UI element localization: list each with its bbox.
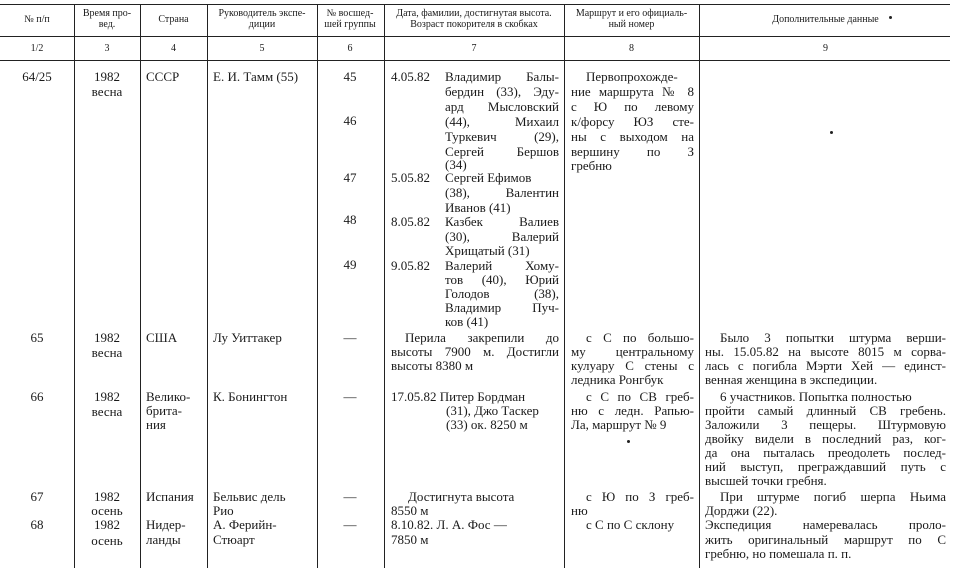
print-speck — [627, 440, 630, 443]
group-number: — — [343, 489, 357, 504]
group-number: 48 — [343, 212, 357, 227]
row-leader: К. Бонингтон — [213, 389, 288, 404]
column-number: 6 — [347, 43, 353, 54]
route-text: кулуару С стены с — [571, 358, 694, 373]
header-leader: Руководитель экспе- диции — [218, 8, 306, 30]
extra-text: Было 3 попытки штурма верши- — [720, 330, 946, 345]
extra-text: При штурме погиб шерпа Ньима — [720, 489, 946, 504]
header-rule — [0, 36, 950, 37]
column-number: 9 — [823, 43, 828, 54]
header-country: Страна — [158, 14, 189, 25]
column-divider — [317, 4, 318, 568]
extra-text: Дорджи (22). — [705, 503, 778, 518]
route-text: ню — [571, 503, 588, 518]
group-number: 45 — [343, 69, 357, 84]
extra-text: лась с погибла Мэрти Хей — единст- — [705, 358, 946, 373]
row-time: весна — [91, 404, 123, 419]
group-number: — — [343, 330, 357, 345]
extra-text: венная женщина в экспедиции. — [705, 372, 878, 387]
row-time: весна — [91, 84, 123, 99]
print-speck — [830, 131, 833, 134]
row-country: Нидер- — [146, 517, 186, 532]
row-leader: Рио — [213, 503, 234, 518]
row-time: 1982 — [94, 389, 120, 404]
group-number: — — [343, 517, 357, 532]
extra-text: 6 участников. Попытка полностью — [720, 389, 912, 404]
row-leader: Лу Уиттакер — [213, 330, 282, 345]
row-time: 1982 — [94, 330, 120, 345]
climber-names: Голодов (38), — [445, 286, 559, 301]
climber-names: Туркевич (29), — [445, 129, 559, 144]
extra-text: пройти самый длинный СВ гребень. — [705, 403, 946, 418]
route-text: Ла, маршрут № 9 — [571, 417, 667, 432]
group-number: 46 — [343, 113, 357, 128]
ascent-date: 8.05.82 — [391, 214, 430, 229]
table-top-rule — [0, 4, 950, 5]
extra-text: Заложили 3 пещеры. Штурмовую — [705, 417, 946, 432]
ascent-result: 8.10.82. Л. А. Фос — — [391, 517, 507, 532]
route-text: с С по большо- — [586, 330, 694, 345]
climber-names: (30), Валерий — [445, 229, 559, 244]
route-text: с Ю по З греб- — [586, 489, 694, 504]
route-text: вершину по З — [571, 144, 694, 159]
climber-names: (44), Михаил — [445, 114, 559, 129]
column-number: 4 — [171, 43, 176, 54]
numbering-rule — [0, 60, 950, 61]
row-time: 1982 — [94, 69, 120, 84]
extra-text: гребню, но помешала п. п. — [705, 546, 852, 561]
column-divider — [207, 4, 208, 568]
climber-names: бердин (33), Эду- — [445, 84, 559, 99]
row-number: 68 — [30, 517, 44, 532]
row-number: 66 — [30, 389, 44, 404]
route-text: ны с выходом на — [571, 129, 694, 144]
column-divider — [74, 4, 75, 568]
climber-names: ард Мысловский — [445, 99, 559, 114]
route-text: ню с ледн. Рапью- — [571, 403, 694, 418]
header-number: № п/п — [24, 14, 50, 25]
climber-names: ков (41) — [445, 314, 489, 329]
row-country: ния — [146, 417, 166, 432]
route-text: ледника Ронгбук — [571, 372, 664, 387]
route-text: ние маршрута № 8 — [571, 84, 694, 99]
route-text: му центральному — [571, 344, 694, 359]
climber-names: Сергей Ефимов — [445, 170, 532, 185]
ascent-result: Достигнута высота — [408, 489, 515, 504]
row-country: Испания — [146, 489, 194, 504]
climber-names: Иванов (41) — [445, 200, 511, 215]
ascent-result: 8550 м — [391, 503, 429, 518]
column-number: 1/2 — [30, 43, 44, 54]
climber-names: Хрищатый (31) — [445, 243, 530, 258]
route-text: гребню — [571, 158, 612, 173]
climber-names: Владимир Пуч- — [445, 300, 559, 315]
group-number: — — [343, 389, 357, 404]
route-text: Первопрохожде- — [586, 69, 678, 84]
extra-text: да она пыталась преодолеть послед- — [705, 445, 946, 460]
header-date-names: Дата, фамилии, достигнутая высота. Возраст покорителя в скобках — [396, 8, 552, 30]
ascent-date: 9.05.82 — [391, 258, 430, 273]
row-time: весна — [91, 345, 123, 360]
row-leader: А. Ферийн- — [213, 517, 277, 532]
extra-text: жить оригинальный маршрут по С — [705, 532, 946, 547]
group-number: 47 — [343, 170, 357, 185]
row-number: 67 — [30, 489, 44, 504]
row-leader: Е. И. Тамм (55) — [213, 69, 299, 84]
header-group-number: № восшед- шей группы — [324, 8, 376, 30]
ascent-result: высоты 8380 м — [391, 358, 474, 373]
extra-text: двойку видели в последний раз, ког- — [705, 431, 946, 446]
climber-names: (38), Валентин — [445, 185, 559, 200]
climber-names: (34) — [445, 157, 467, 172]
ascent-date: 5.05.82 — [391, 170, 430, 185]
row-leader: Стюарт — [213, 532, 255, 547]
header-extra: Дополнительные данные — [772, 14, 879, 25]
climber-names: Валерий Хому- — [445, 258, 559, 273]
row-country: СССР — [146, 69, 180, 84]
route-text: с С по СВ греб- — [586, 389, 694, 404]
climber-names: Казбек Валиев — [445, 214, 559, 229]
column-divider — [384, 4, 385, 568]
header-time: Время про- вед. — [82, 8, 132, 30]
column-number: 8 — [629, 43, 634, 54]
row-number: 64/25 — [22, 69, 52, 84]
row-time: осень — [91, 503, 123, 518]
ascent-result: Перила закрепили до — [405, 330, 559, 345]
extra-text: ний выступ, преграждавший путь с — [705, 459, 946, 474]
extra-text: высшей точки гребня. — [705, 473, 827, 488]
row-leader: Бельвис дель — [213, 489, 286, 504]
row-time: осень — [91, 533, 123, 548]
row-country: брита- — [146, 403, 183, 418]
column-number: 3 — [104, 43, 110, 54]
ascent-date: 4.05.82 — [391, 69, 430, 84]
row-country: Велико- — [146, 389, 191, 404]
ascent-result: (31), Джо Таскер — [446, 403, 539, 418]
header-route: Маршрут и его официаль- ный номер — [575, 8, 688, 30]
route-text: с Ю по левому — [571, 99, 694, 114]
column-number: 5 — [259, 43, 265, 54]
route-text: с С по С склону — [586, 517, 675, 532]
route-text: к/форсу ЮЗ сте- — [571, 114, 694, 129]
row-time: 1982 — [94, 489, 120, 504]
row-time: 1982 — [94, 517, 120, 532]
climber-names: Сергей Бершов — [445, 144, 559, 159]
ascent-result: 7850 м — [391, 532, 429, 547]
print-speck — [889, 16, 892, 19]
ascent-result: высоты 7900 м. Достигли — [391, 344, 559, 359]
ascent-result: (33) ок. 8250 м — [446, 417, 528, 432]
extra-text: ны. 15.05.82 на высоте 8015 м сорва- — [705, 344, 946, 359]
column-number: 7 — [471, 43, 477, 54]
column-divider — [699, 4, 700, 568]
climber-names: тов (40), Юрий — [445, 272, 559, 287]
climber-names: Владимир Балы- — [445, 69, 559, 84]
column-divider — [564, 4, 565, 568]
extra-text: Экспедиция намеревалась проло- — [705, 517, 946, 532]
row-country: ланды — [146, 532, 181, 547]
group-number: 49 — [343, 257, 357, 272]
column-divider — [140, 4, 141, 568]
row-country: США — [146, 330, 178, 345]
ascent-result: 17.05.82 Питер Бордман — [391, 389, 526, 404]
row-number: 65 — [30, 330, 44, 345]
